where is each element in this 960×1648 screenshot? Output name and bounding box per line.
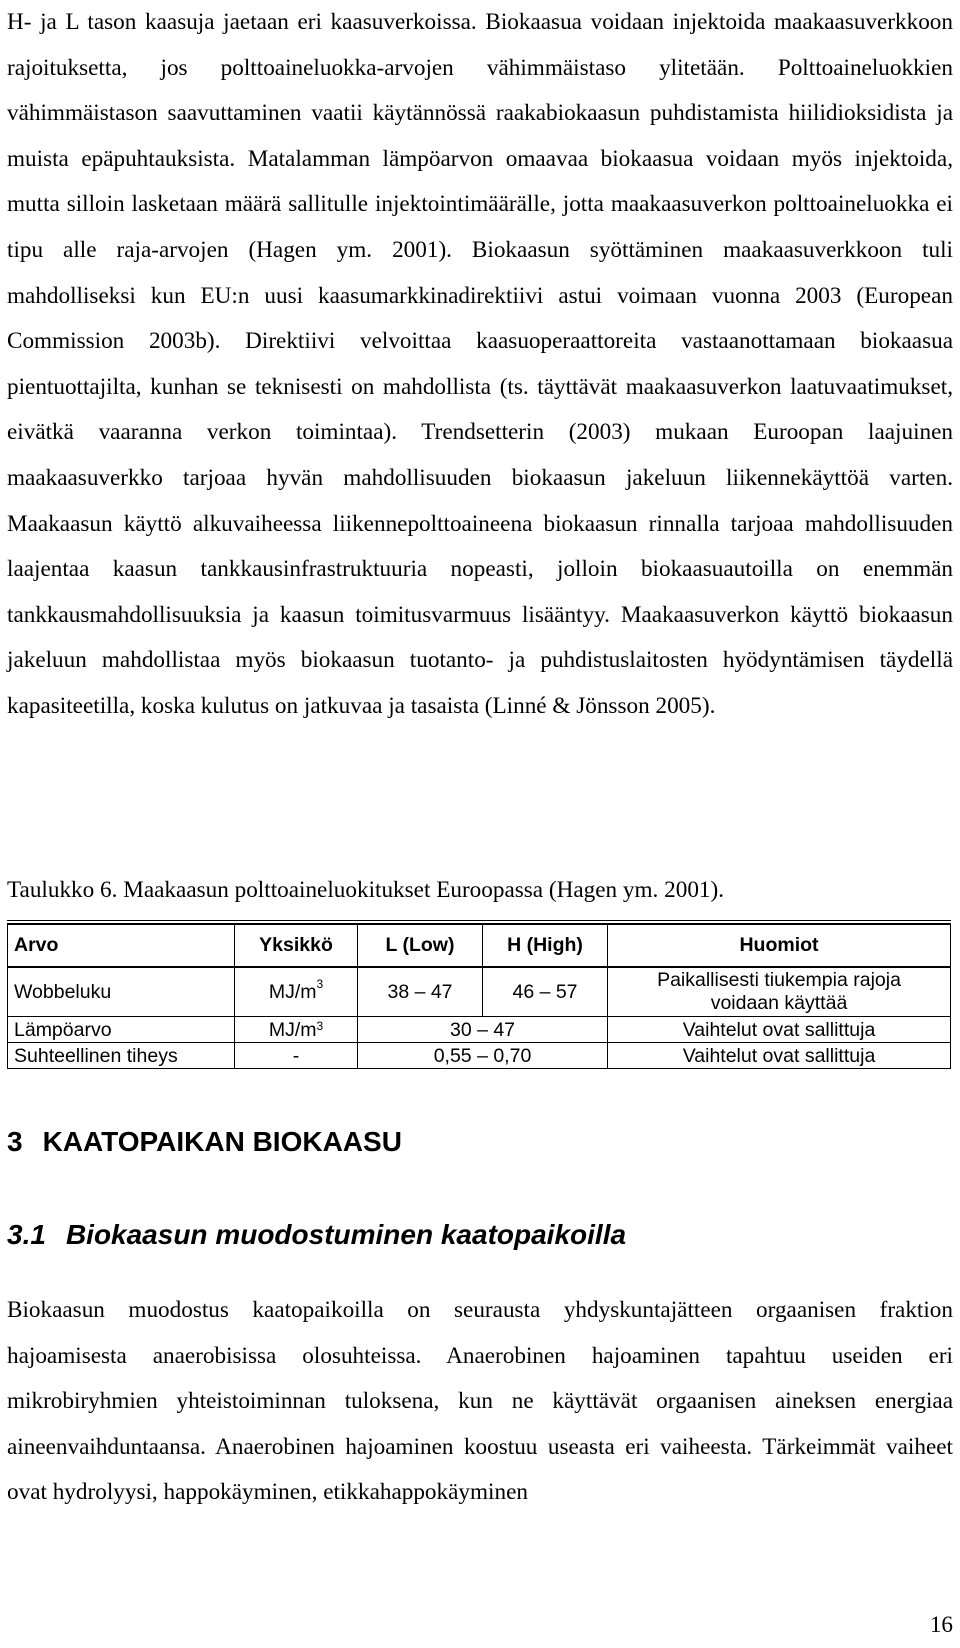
cell-range: 30 – 47	[358, 1017, 608, 1043]
subsection-heading	[7, 1219, 626, 1251]
section-title: KAATOPAIKAN BIOKAASU	[42, 1126, 402, 1157]
header-high: H (High)	[483, 925, 608, 968]
table-header-row	[8, 925, 951, 968]
cell-low: 38 – 47	[358, 967, 483, 1017]
table-row	[8, 967, 951, 1017]
page-number: 16	[929, 1612, 953, 1638]
table-row	[8, 1043, 951, 1069]
cell-yksikko: -	[235, 1043, 358, 1069]
subsection-title: Biokaasun muodostuminen kaatopaikoilla	[65, 1219, 627, 1250]
cell-arvo: Lämpöarvo	[8, 1017, 235, 1043]
cell-yksikko: $MJ/m^3$	[235, 967, 358, 1017]
subsection-number: 3.1	[7, 1219, 46, 1250]
header-huomiot: Huomiot	[608, 925, 951, 968]
section-heading	[7, 1126, 402, 1158]
table-row	[8, 1017, 951, 1043]
fuel-class-table	[7, 920, 951, 1069]
cell-range: 0,55 – 0,70	[358, 1043, 608, 1069]
body-paragraph-biogas-injection: H- ja L tason kaasuja jaetaan eri kaasuverkoissa. Biokaasua voidaan injektoida maakaasuverkkoon rajoituksetta, jos polttoaineluokka-arvojen vähimmäistaso ylitetään. Polttoaineluokkien vähimmäistason saavuttaminen vaatii käytännössä raakabiokaasun puhdistamista hiilidioksidista ja muista epäpuhtauksista. Matalamman lämpöarvon omaavaa biokaasua voidaan myös injektoida, mutta silloin lasketaan määrä sallitulle injektointimäärälle, jotta maakaasuverkon polttoaineluokka ei tipu alle raja-arvojen (Hagen ym. 2001). Biokaasun syöttäminen maakaasuverkkoon tuli mahdolliseksi kun EU:n uusi kaasumarkkinadirektiivi astui voimaan vuonna 2003 (European Commission 2003b). Direktiivi velvoittaa kaasuoperaattoreita vastaanottamaan biokaasua pientuottajilta, kunhan se teknisesti on mahdollista (ts. täyttävät maakaasuverkon laatuvaatimukset, eivätkä vaaranna verkon toimintaa). Trendsetterin (2003) mukaan Euroopan laajuinen maakaasuverkko tarjoaa hyvän mahdollisuuden biokaasun jakeluun liikennekäyttöä varten. Maakaasun käyttö alkuvaiheessa liikennepolttoaineena biokaasun rinnalla tarjoaa mahdollisuuden laajentaa kaasun tankkausinfrastruktuuria nopeasti, jolloin biokaasuautoilla on enemmän tankkausmahdollisuuksia ja kaasun toimitusvarmuus lisääntyy. Maakaasuverkon käyttö biokaasun jakeluun mahdollistaa myös biokaasun tuotanto- ja puhdistuslaitosten hyödyntämisen täydellä kapasiteetilla, koska kulutus on jatkuvaa ja tasaista (Linné & Jönsson 2005).	[7, 9, 953, 719]
section-number: 3	[7, 1126, 23, 1157]
header-arvo: Arvo	[8, 925, 235, 968]
header-yksikko: Yksikkö	[235, 925, 358, 968]
cell-huomiot: Vaihtelut ovat sallittuja	[608, 1017, 951, 1043]
cell-huomiot: Paikallisesti tiukempia rajoja voidaan käyttää	[608, 967, 951, 1017]
table-caption: Taulukko 6. Maakaasun polttoaineluokitukset Euroopassa (Hagen ym. 2001).	[7, 877, 725, 903]
cell-huomiot: Vaihtelut ovat sallittuja	[608, 1043, 951, 1069]
cell-arvo: Wobbeluku	[8, 967, 235, 1017]
header-low: L (Low)	[358, 925, 483, 968]
cell-arvo: Suhteellinen tiheys	[8, 1043, 235, 1069]
body-paragraph-landfill-biogas: Biokaasun muodostus kaatopaikoilla on seurausta yhdyskuntajätteen orgaanisen fraktion hajoamisesta anaerobisissa olosuhteissa. Anaerobinen hajoaminen tapahtuu useiden eri mikrobiryhmien yhteistoiminnan tuloksena, kun ne käyttävät orgaanisen aineksen energiaa aineenvaihduntaansa. Anaerobinen hajoaminen koostuu useasta eri vaiheesta. Tärkeimmät vaiheet ovat hydrolyysi, happokäyminen, etikkahappokäyminen	[7, 1297, 953, 1506]
cell-yksikko: $MJ/m^3$	[235, 1017, 358, 1043]
cell-high: 46 – 57	[483, 967, 608, 1017]
